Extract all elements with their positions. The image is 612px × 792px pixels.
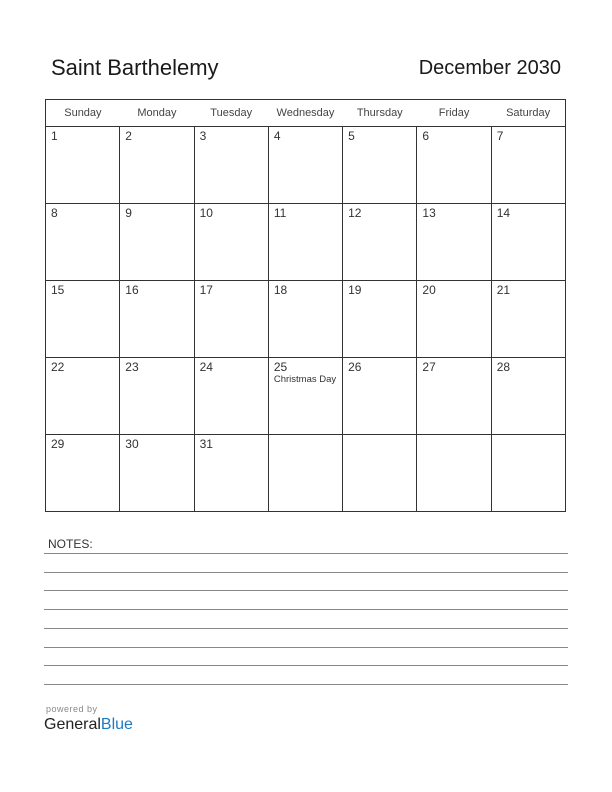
- generalblue-logo: [44, 716, 133, 734]
- weekday-sunday: Sunday: [46, 100, 120, 127]
- day-number: 20: [422, 283, 436, 297]
- day-number: 30: [125, 437, 139, 451]
- day-cell: [417, 358, 491, 435]
- day-cell: [491, 204, 565, 281]
- notes-line: [44, 684, 568, 685]
- notes-label: NOTES:: [48, 537, 93, 551]
- brand-blue: Blue: [100, 716, 133, 733]
- day-number: 28: [496, 360, 511, 374]
- day-number: 8: [51, 206, 58, 220]
- weekday-header-row: [46, 100, 566, 127]
- week-row: [46, 127, 566, 204]
- day-cell: [417, 281, 491, 358]
- weekday-wednesday: Wednesday: [268, 100, 342, 127]
- week-row: [46, 281, 566, 358]
- day-cell: [491, 281, 565, 358]
- calendar-country-title: Saint Barthelemy: [51, 55, 219, 80]
- day-number: 23: [125, 360, 139, 374]
- day-number: 11: [273, 206, 287, 220]
- day-number: 18: [273, 283, 288, 297]
- day-cell: [343, 281, 417, 358]
- notes-line: [44, 628, 568, 629]
- notes-line: [44, 590, 568, 591]
- day-cell: [343, 204, 417, 281]
- week-row: [46, 204, 566, 281]
- day-number: 16: [125, 283, 139, 297]
- brand-general: General: [44, 716, 101, 733]
- day-cell: [46, 435, 120, 512]
- day-number: 2: [125, 129, 132, 143]
- notes-line: [44, 665, 568, 666]
- day-cell: [343, 127, 417, 204]
- day-cell-empty: [417, 435, 491, 512]
- notes-line: [44, 572, 568, 573]
- day-number: 27: [422, 360, 436, 374]
- day-cell: [120, 281, 194, 358]
- day-cell: [120, 435, 194, 512]
- day-number: 29: [51, 437, 65, 451]
- day-number: 3: [199, 129, 207, 143]
- day-cell: [46, 204, 120, 281]
- day-cell-empty: [343, 435, 417, 512]
- day-cell: [46, 127, 120, 204]
- day-cell: [343, 358, 417, 435]
- calendar-month-title: December 2030: [418, 57, 561, 79]
- calendar-grid: [45, 99, 566, 512]
- day-cell: [46, 358, 120, 435]
- day-number: 24: [199, 360, 213, 374]
- day-cell-holiday: [268, 358, 342, 435]
- day-number: 31: [199, 437, 213, 451]
- day-number: 6: [422, 129, 430, 143]
- day-number: 10: [199, 206, 213, 220]
- day-number: 12: [348, 206, 362, 220]
- day-cell: [120, 358, 194, 435]
- day-number: 26: [348, 360, 362, 374]
- weekday-tuesday: Tuesday: [194, 100, 268, 127]
- notes-line: [44, 647, 568, 648]
- day-number: 21: [496, 283, 511, 297]
- week-row: [46, 358, 566, 435]
- day-number: 9: [125, 206, 132, 220]
- day-number: 19: [348, 283, 362, 297]
- day-cell: [194, 281, 268, 358]
- weekday-friday: Friday: [417, 100, 491, 127]
- day-cell: [417, 204, 491, 281]
- day-number: 4: [273, 129, 281, 143]
- day-number: 14: [496, 206, 511, 220]
- day-cell: [268, 127, 342, 204]
- day-cell-empty: [491, 435, 565, 512]
- day-number: 13: [422, 206, 436, 220]
- day-cell: [491, 127, 565, 204]
- day-cell: [194, 358, 268, 435]
- weekday-monday: Monday: [120, 100, 194, 127]
- day-cell: [120, 204, 194, 281]
- day-cell-empty: [268, 435, 342, 512]
- day-cell: [46, 281, 120, 358]
- day-number: 25: [273, 360, 288, 374]
- powered-by-text: powered by: [46, 704, 98, 714]
- day-number: 22: [51, 360, 65, 374]
- weekday-thursday: Thursday: [343, 100, 417, 127]
- day-number: 1: [51, 129, 58, 143]
- day-number: 5: [348, 129, 355, 143]
- day-number: 17: [199, 283, 213, 297]
- weekday-saturday: Saturday: [491, 100, 565, 127]
- day-cell: [491, 358, 565, 435]
- day-number: 7: [496, 129, 504, 143]
- holiday-label: Christmas Day: [273, 374, 337, 385]
- day-cell: [268, 204, 342, 281]
- day-cell: [268, 281, 342, 358]
- day-cell: [417, 127, 491, 204]
- day-cell: [120, 127, 194, 204]
- day-cell: [194, 204, 268, 281]
- week-row: [46, 435, 566, 512]
- day-number: 15: [51, 283, 65, 297]
- notes-line: [44, 553, 568, 554]
- notes-line: [44, 609, 568, 610]
- day-cell: [194, 127, 268, 204]
- day-cell: [194, 435, 268, 512]
